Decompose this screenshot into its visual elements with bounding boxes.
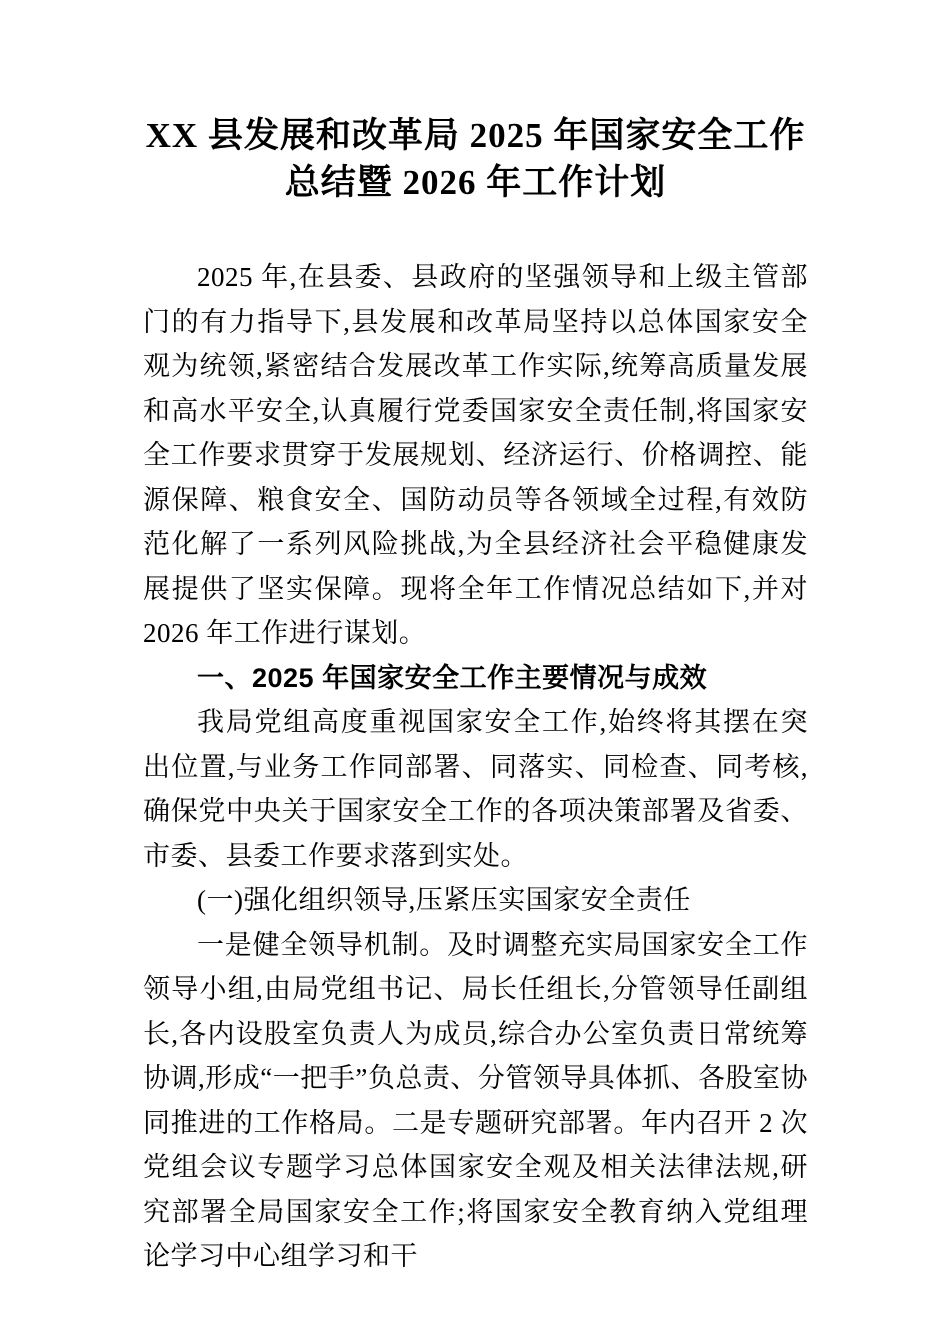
- document-title: [143, 112, 808, 206]
- subsection-heading-1-1: (一)强化组织领导,压紧压实国家安全责任: [197, 885, 691, 915]
- section-heading-1: 一、2025 年国家安全工作主要情况与成效: [197, 662, 708, 693]
- paragraph-detail: 一是健全领导机制。及时调整充实局国家安全工作领导小组,由局党组书记、局长任组长,分管领导任副组长,各内设股室负责人为成员,综合办公室负责日常统筹协调,形成“一把手”负总责、分管领导具体抓、各股室协同推进的工作格局。二是专题研究部署。年内召开 2 次党组会议专题学习总体国家安全观及相关法律法规,研究部署全局国家安全工作;将国家安全教育纳入党组理论学习中心组学习和干: [143, 929, 808, 1271]
- paragraph-overview: 我局党组高度重视国家安全工作,始终将其摆在突出位置,与业务工作同部署、同落实、同检查、同考核,确保党中央关于国家安全工作的各项决策部署及省委、市委、县委工作要求落到实处。: [143, 707, 808, 871]
- document-body: [143, 255, 808, 1279]
- document-title-line-1: XX 县发展和改革局 2025 年国家安全工作: [145, 116, 806, 155]
- document-title-line-2: 总结暨 2026 年工作计划: [284, 163, 667, 202]
- paragraph-intro: 2025 年,在县委、县政府的坚强领导和上级主管部门的有力指导下,县发展和改革局坚持以总体国家安全观为统领,紧密结合发展改革工作实际,统筹高质量发展和高水平安全,认真履行党委国家安全责任制,将国家安全工作要求贯穿于发展规划、经济运行、价格调控、能源保障、粮食安全、国防动员等各领域全过程,有效防范化解了一系列风险挑战,为全县经济社会平稳健康发展提供了坚实保障。现将全年工作情况总结如下,并对 2026 年工作进行谋划。: [143, 262, 808, 648]
